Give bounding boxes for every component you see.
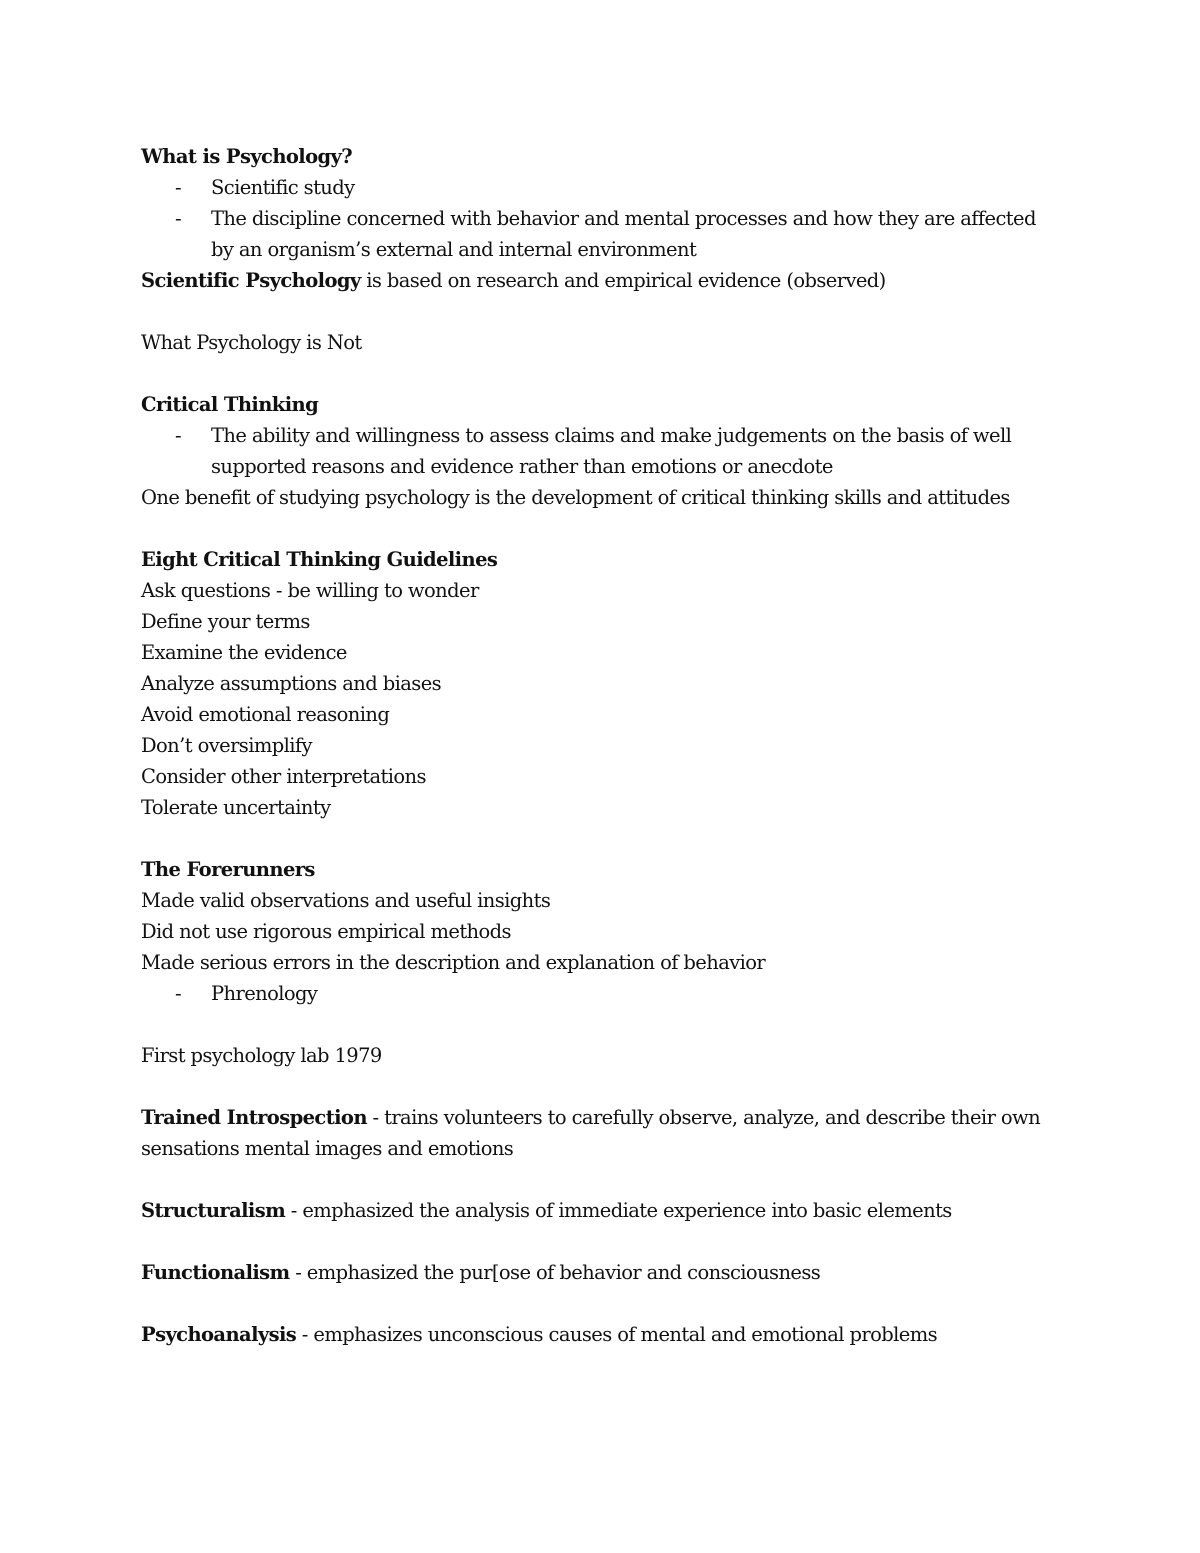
definition-text: - emphasized the pur[ose of behavior and consciousness — [289, 1261, 821, 1284]
guideline-item: Tolerate uncertainty — [141, 796, 331, 819]
bullet-text: Scientific study — [211, 176, 355, 199]
guideline-item: Don’t oversimplify — [141, 734, 312, 757]
bullet-text: The discipline concerned with behavior and mental processes and how they are affected by an organism’s external and internal environment — [211, 207, 1036, 261]
bullet-item — [141, 172, 1061, 203]
spacer — [141, 358, 1061, 389]
bullet-dash: - — [175, 424, 181, 447]
first-lab-line: First psychology lab 1979 — [141, 1044, 382, 1067]
bullet-dash: - — [175, 176, 181, 199]
definition-text: - emphasized the analysis of immediate experience into basic elements — [285, 1199, 952, 1222]
guideline-item: Analyze assumptions and biases — [141, 672, 442, 695]
guideline-item: Examine the evidence — [141, 641, 347, 664]
bullet-dash: - — [175, 207, 181, 230]
definition-text: - trains volunteers to carefully observe, analyze, and describe their own sensations mental images and emotions — [141, 1106, 1041, 1160]
forerunner-item: Made valid observations and useful insights — [141, 889, 551, 912]
guideline-item: Consider other interpretations — [141, 765, 426, 788]
definition-text: is based on research and empirical evidence (observed) — [360, 269, 886, 292]
bullet-text: The ability and willingness to assess claims and make judgements on the basis of well supported reasons and evidence rather than emotions or anecdote — [211, 424, 1012, 478]
spacer — [141, 823, 1061, 854]
heading-guidelines: Eight Critical Thinking Guidelines — [141, 548, 498, 571]
bullet-item — [141, 203, 1061, 265]
what-psychology-is-not: What Psychology is Not — [141, 331, 362, 354]
definition-structuralism — [141, 1195, 1061, 1226]
guideline-item: Ask questions - be willing to wonder — [141, 579, 479, 602]
forerunner-item: Did not use rigorous empirical methods — [141, 920, 511, 943]
term-structuralism: Structuralism — [141, 1199, 286, 1222]
bullet-item — [141, 420, 1061, 482]
term-psychoanalysis: Psychoanalysis — [141, 1323, 297, 1346]
term-functionalism: Functionalism — [141, 1261, 290, 1284]
critical-thinking-benefit: One benefit of studying psychology is the development of critical thinking skills and attitudes — [141, 486, 1010, 509]
scientific-psychology-line — [141, 265, 1061, 296]
guideline-item: Define your terms — [141, 610, 310, 633]
spacer — [141, 1226, 1061, 1257]
spacer — [141, 1071, 1061, 1102]
document-body — [141, 141, 1061, 1350]
spacer — [141, 296, 1061, 327]
term-trained-introspection: Trained Introspection — [141, 1106, 367, 1129]
definition-text: - emphasizes unconscious causes of mental and emotional problems — [296, 1323, 938, 1346]
bullet-text: Phrenology — [211, 982, 318, 1005]
spacer — [141, 1009, 1061, 1040]
guideline-item: Avoid emotional reasoning — [141, 703, 390, 726]
definition-trained-introspection — [141, 1102, 1061, 1164]
spacer — [141, 1164, 1061, 1195]
spacer — [141, 513, 1061, 544]
bullet-dash: - — [175, 982, 181, 1005]
term-scientific-psychology: Scientific Psychology — [141, 269, 361, 292]
spacer — [141, 1288, 1061, 1319]
heading-critical-thinking: Critical Thinking — [141, 393, 319, 416]
definition-functionalism — [141, 1257, 1061, 1288]
forerunner-item: Made serious errors in the description and explanation of behavior — [141, 951, 766, 974]
heading-forerunners: The Forerunners — [141, 858, 315, 881]
bullet-item — [141, 978, 1061, 1009]
definition-psychoanalysis — [141, 1319, 1061, 1350]
heading-what-is-psychology: What is Psychology? — [141, 145, 353, 168]
